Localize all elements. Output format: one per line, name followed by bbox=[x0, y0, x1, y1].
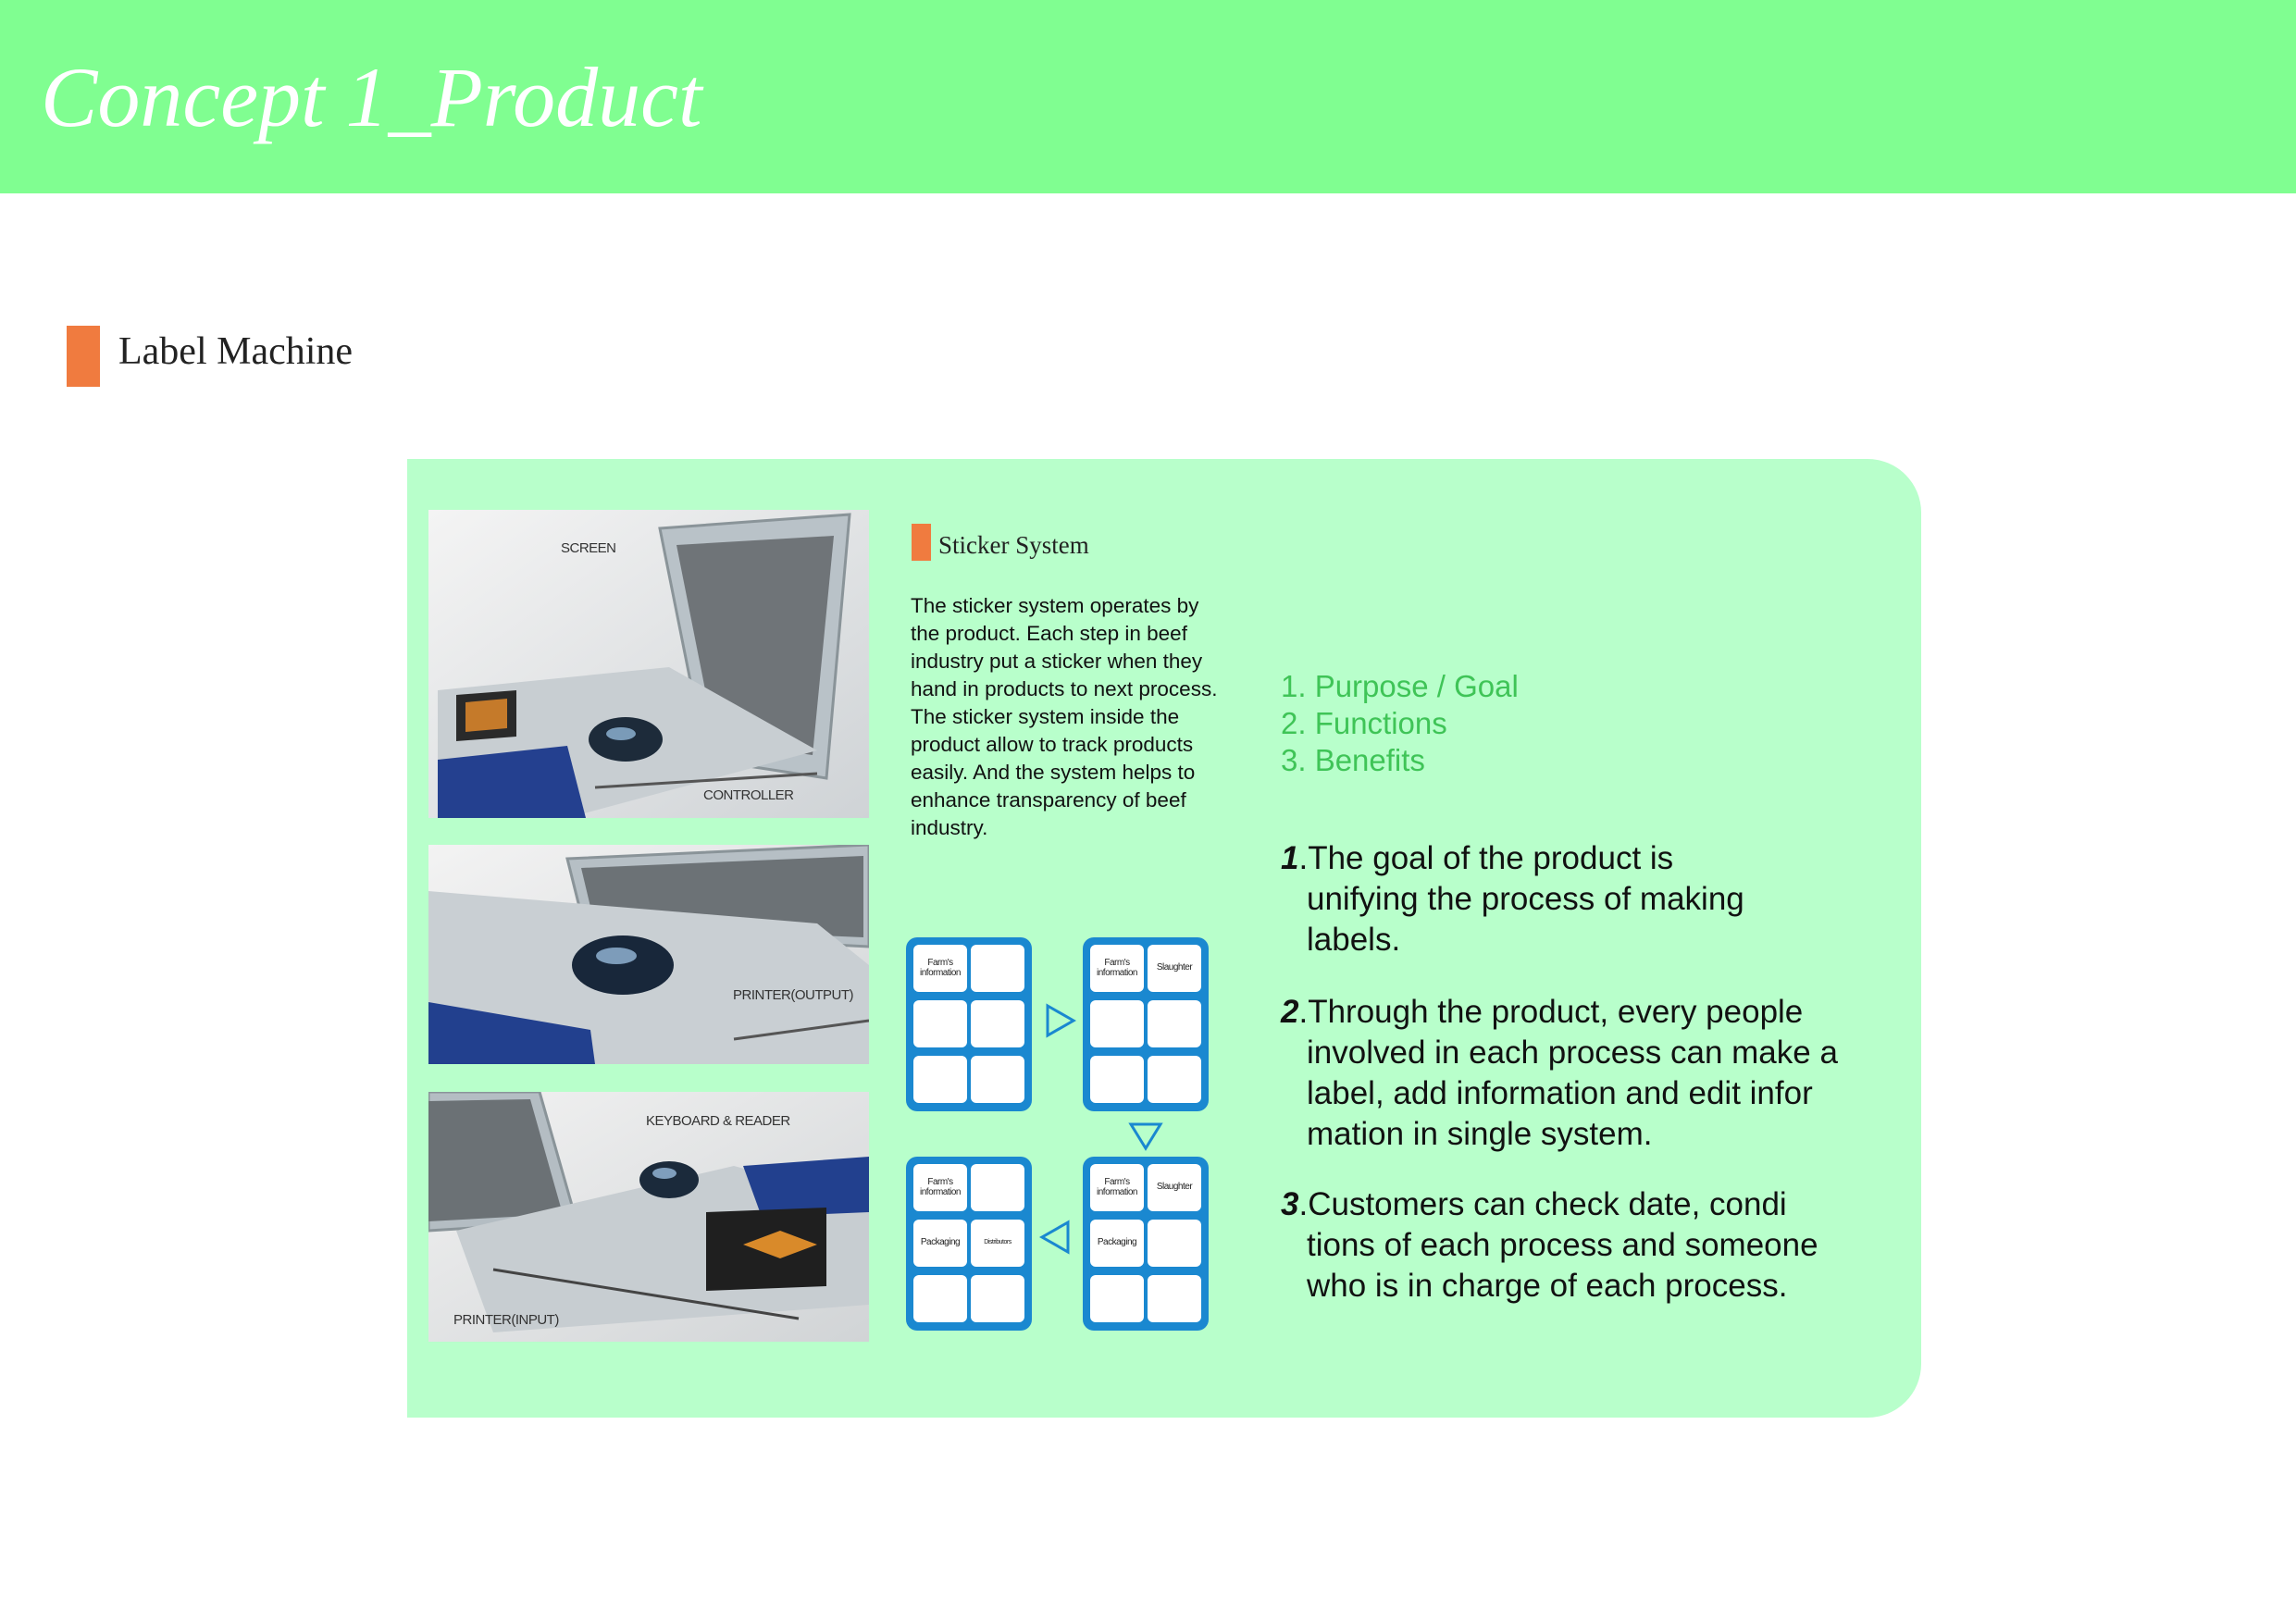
point-benefits: 3.Customers can check date, condi tions of each process and someone who is in charge of each process. bbox=[1281, 1184, 1818, 1307]
arrow-left-icon bbox=[1039, 1220, 1071, 1255]
sticker-cell bbox=[913, 1220, 967, 1267]
sticker-cell bbox=[1148, 945, 1201, 992]
sticker-grid-step-4 bbox=[906, 1157, 1032, 1331]
sticker-cell bbox=[1148, 1056, 1201, 1103]
cell-text: Farm's information bbox=[920, 1177, 961, 1197]
point-line: mation in single system. bbox=[1307, 1116, 1653, 1152]
label-machine-render-1 bbox=[428, 510, 869, 818]
sticker-system-title: Sticker System bbox=[938, 531, 1089, 559]
sticker-cell bbox=[1090, 1275, 1144, 1322]
product-photo-1 bbox=[428, 510, 869, 818]
page-header bbox=[0, 0, 2296, 193]
sticker-cell bbox=[971, 1164, 1024, 1211]
sticker-grid-step-3 bbox=[1083, 1157, 1209, 1331]
sticker-grid-step-2 bbox=[1083, 937, 1209, 1111]
point-purpose: 1.The goal of the product is unifying the process of making labels. bbox=[1281, 838, 1744, 960]
label-machine-render-3 bbox=[428, 1092, 869, 1342]
printer-output-label: PRINTER(OUTPUT) bbox=[733, 987, 853, 1003]
point-number: 2 bbox=[1281, 994, 1299, 1030]
topic-item: 1. Purpose / Goal bbox=[1281, 669, 1519, 703]
cell-text: Distributors bbox=[984, 1239, 1011, 1245]
cell-text: Farm's information bbox=[920, 958, 961, 978]
sticker-cell bbox=[971, 1000, 1024, 1047]
point-line: who is in charge of each process. bbox=[1307, 1268, 1788, 1304]
cell-text: Packaging bbox=[920, 1237, 961, 1247]
sticker-cell bbox=[913, 1164, 967, 1211]
point-line: tions of each process and someone bbox=[1307, 1227, 1818, 1263]
sticker-cell bbox=[971, 1056, 1024, 1103]
point-line: Through the product, every people bbox=[1308, 994, 1804, 1030]
sticker-cell bbox=[1090, 945, 1144, 992]
topic-item: 2. Functions bbox=[1281, 706, 1447, 740]
point-line: Customers can check date, condi bbox=[1308, 1186, 1787, 1222]
topic-list bbox=[1281, 668, 1519, 779]
sticker-cell bbox=[1148, 1000, 1201, 1047]
point-number: 1 bbox=[1281, 840, 1299, 876]
sticker-cell bbox=[1090, 1164, 1144, 1211]
sticker-cell bbox=[913, 1275, 967, 1322]
controller-label: CONTROLLER bbox=[703, 787, 794, 803]
sticker-cell bbox=[913, 945, 967, 992]
sticker-cell bbox=[971, 1275, 1024, 1322]
cell-text: Slaughter bbox=[1156, 962, 1193, 973]
subsection-marker bbox=[912, 524, 931, 561]
point-line: unifying the process of making bbox=[1307, 881, 1744, 917]
screen-label: SCREEN bbox=[561, 540, 616, 556]
point-line: involved in each process can make a bbox=[1307, 1035, 1838, 1071]
page-title: Concept 1_Product bbox=[41, 50, 702, 144]
label-machine-render-2 bbox=[428, 845, 869, 1064]
sticker-cell bbox=[1148, 1220, 1201, 1267]
topic-item: 3. Benefits bbox=[1281, 743, 1425, 777]
arrow-right-icon bbox=[1045, 1003, 1076, 1038]
sticker-cell bbox=[1148, 1164, 1201, 1211]
cell-text: Farm's information bbox=[1097, 958, 1137, 978]
sticker-cell bbox=[1090, 1220, 1144, 1267]
cell-text: Farm's information bbox=[1097, 1177, 1137, 1197]
sticker-cell bbox=[1148, 1275, 1201, 1322]
point-number: 3 bbox=[1281, 1186, 1299, 1222]
section-marker bbox=[67, 326, 100, 387]
cell-text: Slaughter bbox=[1156, 1182, 1193, 1192]
point-line: The goal of the product is bbox=[1308, 840, 1674, 876]
sticker-cell bbox=[913, 1056, 967, 1103]
sticker-cell bbox=[1090, 1000, 1144, 1047]
printer-input-label: PRINTER(INPUT) bbox=[453, 1312, 559, 1328]
keyboard-reader-label: KEYBOARD & READER bbox=[646, 1113, 790, 1129]
sticker-system-description: The sticker system operates by the product. Each step in beef industry put a sticker when they hand in products to next process. The sticker system inside the product allow to track products easily. And the system helps to enhance transparency of beef industry. bbox=[911, 594, 1218, 839]
sticker-cell bbox=[1090, 1056, 1144, 1103]
arrow-down-icon bbox=[1128, 1121, 1163, 1151]
point-functions: 2.Through the product, every people involved in each process can make a label, add information and edit infor mation in single system. bbox=[1281, 992, 1838, 1155]
section-title: Label Machine bbox=[118, 330, 354, 373]
product-photo-2 bbox=[428, 845, 869, 1064]
point-line: label, add information and edit infor bbox=[1307, 1075, 1813, 1111]
cell-text: Packaging bbox=[1097, 1237, 1137, 1247]
product-photo-3 bbox=[428, 1092, 869, 1342]
point-line: labels. bbox=[1307, 922, 1401, 958]
sticker-cell bbox=[913, 1000, 967, 1047]
sticker-cell bbox=[971, 1220, 1024, 1267]
sticker-grid-step-1 bbox=[906, 937, 1032, 1111]
sticker-cell bbox=[971, 945, 1024, 992]
